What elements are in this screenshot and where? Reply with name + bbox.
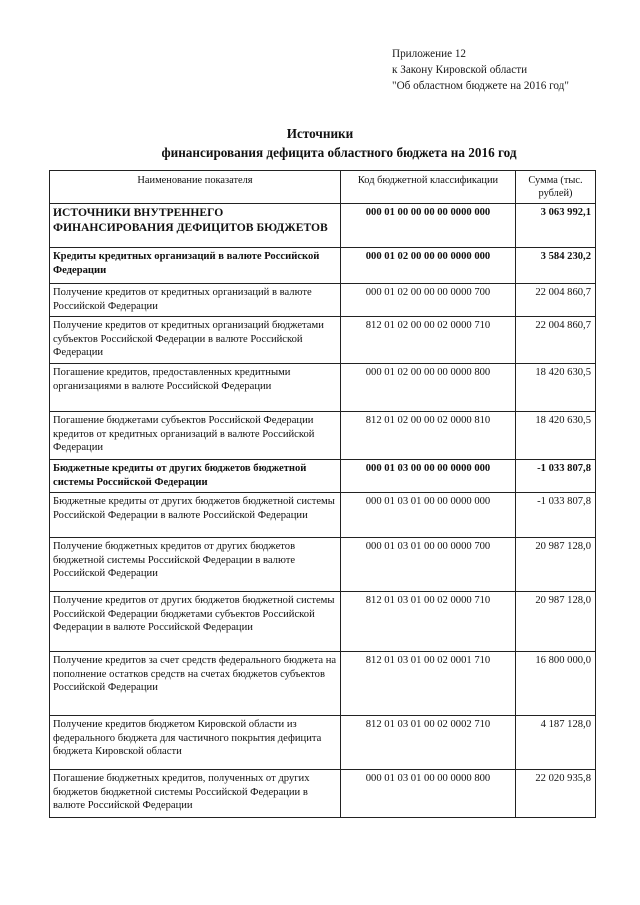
row-name: Погашение кредитов, предоставленных кредитными организациями в валюте Российской Федерации [50,363,341,411]
table-row [50,411,596,459]
row-code: 812 01 03 01 00 02 0002 710 [341,716,516,770]
table-row [50,716,596,770]
row-amount: 22 004 860,7 [516,317,596,364]
row-amount: 20 987 128,0 [516,538,596,592]
appendix-note [392,46,569,94]
appendix-line-1: Приложение 12 [392,48,467,60]
financing-sources-table [49,170,596,818]
row-amount: 22 004 860,7 [516,284,596,317]
row-name: Получение бюджетных кредитов от других бюджетов бюджетной системы Российской Федерации в валюте Российской Федерации [50,538,341,592]
row-amount: 22 020 935,8 [516,770,596,818]
row-amount: 3 063 992,1 [516,204,596,248]
table-row [50,204,596,248]
appendix-line-2: к Закону Кировской области [392,64,528,76]
row-amount: 3 584 230,2 [516,248,596,284]
header-code: Код бюджетной классификации [341,171,516,204]
appendix-line-3: "Об областном бюджете на 2016 год" [392,80,569,92]
row-amount: 4 187 128,0 [516,716,596,770]
title-line-1: Источники [286,126,354,141]
row-code: 812 01 03 01 00 02 0001 710 [341,652,516,716]
row-code: 000 01 03 01 00 00 0000 000 [341,493,516,538]
table-row [50,284,596,317]
header-name: Наименование показателя [50,171,341,204]
row-code: 000 01 03 01 00 00 0000 800 [341,770,516,818]
row-amount: 20 987 128,0 [516,592,596,652]
header-amount: Сумма (тыс. рублей) [516,171,596,204]
row-name: Бюджетные кредиты от других бюджетов бюджетной системы Российской Федерации [50,459,341,492]
row-code: 000 01 00 00 00 00 0000 000 [341,204,516,248]
table-row [50,538,596,592]
row-code: 000 01 02 00 00 00 0000 000 [341,248,516,284]
row-amount: -1 033 807,8 [516,493,596,538]
row-name: Кредиты кредитных организаций в валюте Российской Федерации [50,248,341,284]
row-name: Погашение бюджетами субъектов Российской Федерации кредитов от кредитных организаций в валюте Российской Федерации [50,411,341,459]
table-row [50,459,596,492]
row-code: 000 01 03 01 00 00 0000 700 [341,538,516,592]
row-amount: -1 033 807,8 [516,459,596,492]
table-row [50,363,596,411]
row-name: Бюджетные кредиты от других бюджетов бюджетной системы Российской Федерации в валюте Российской Федерации [50,493,341,538]
row-name: Получение кредитов от других бюджетов бюджетной системы Российской Федерации бюджетами субъектов Российской Федерации в валюте Российской Федерации [50,592,341,652]
table-row [50,493,596,538]
row-code: 000 01 02 00 00 00 0000 700 [341,284,516,317]
row-code: 812 01 02 00 00 02 0000 710 [341,317,516,364]
row-amount: 18 420 630,5 [516,363,596,411]
row-name: Получение кредитов от кредитных организаций бюджетами субъектов Российской Федерации в валюте Российской Федерации [50,317,341,364]
row-name: Погашение бюджетных кредитов, полученных от других бюджетов бюджетной системы Российской Федерации в валюте Российской Федерации [50,770,341,818]
document-title [0,124,640,162]
table-row [50,652,596,716]
table-header-row [50,171,596,204]
row-amount: 16 800 000,0 [516,652,596,716]
row-amount: 18 420 630,5 [516,411,596,459]
title-line-2: финансирования дефицита областного бюджета на 2016 год [161,145,517,160]
table-row [50,317,596,364]
row-name: Получение кредитов за счет средств федерального бюджета на пополнение остатков средств на счетах бюджетов субъектов Российской Федерации [50,652,341,716]
row-name: ИСТОЧНИКИ ВНУТРЕННЕГО ФИНАНСИРОВАНИЯ ДЕФИЦИТОВ БЮДЖЕТОВ [50,204,341,248]
table-row [50,592,596,652]
row-code: 000 01 02 00 00 00 0000 800 [341,363,516,411]
row-name: Получение кредитов от кредитных организаций в валюте Российской Федерации [50,284,341,317]
table-row [50,248,596,284]
row-code: 000 01 03 00 00 00 0000 000 [341,459,516,492]
row-name: Получение кредитов бюджетом Кировской области из федерального бюджета для частичного покрытия дефицита бюджета Кировской области [50,716,341,770]
row-code: 812 01 03 01 00 02 0000 710 [341,592,516,652]
row-code: 812 01 02 00 00 02 0000 810 [341,411,516,459]
table-row [50,770,596,818]
